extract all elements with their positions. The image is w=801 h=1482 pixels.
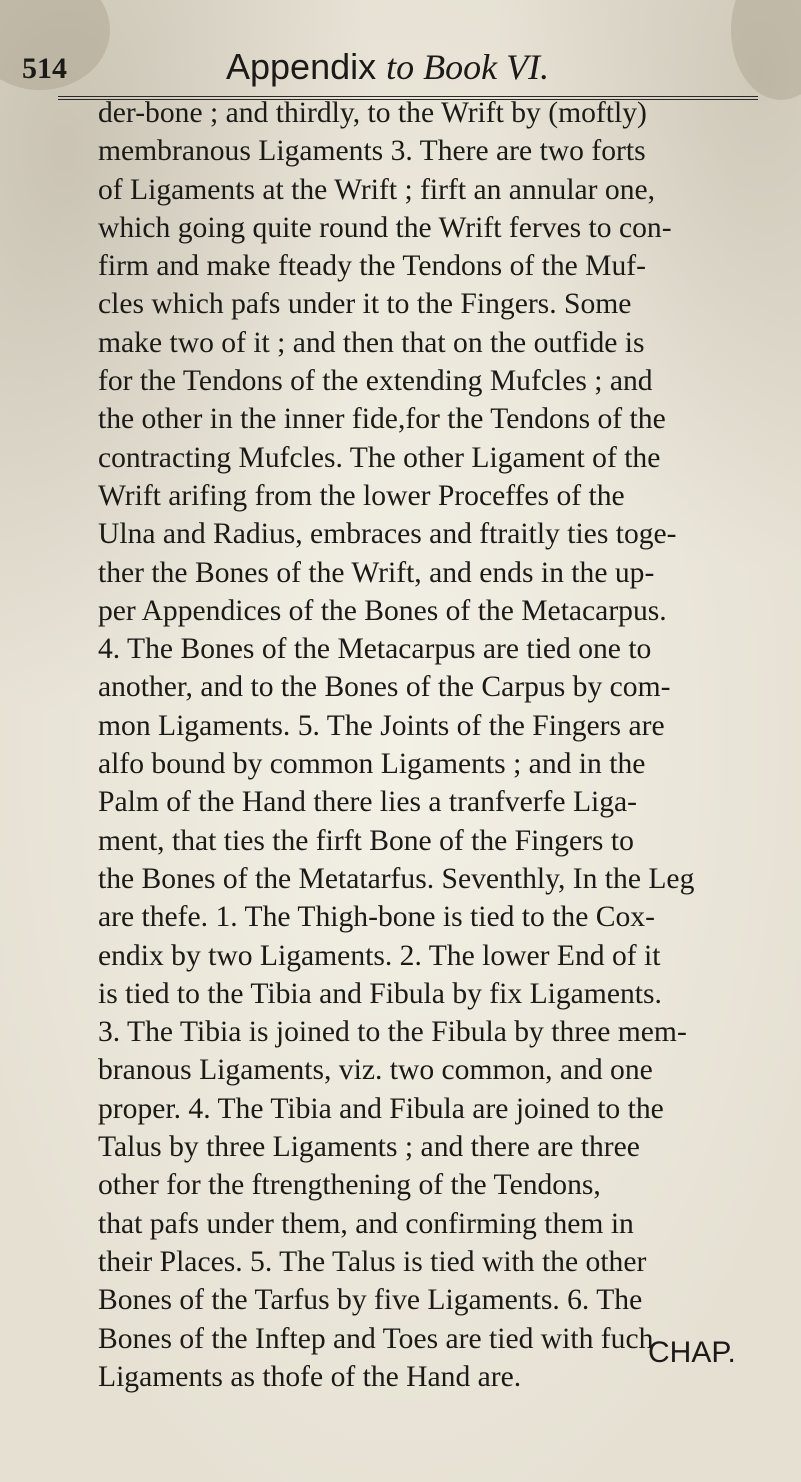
text-line: Bones of the Tarfus by five Ligaments. 6. The (98, 1284, 643, 1317)
text-line: 3. The Tibia is joined to the Fibula by three mem- (98, 1016, 687, 1049)
text-line: that pafs under them, and confirming them in (98, 1207, 634, 1240)
text-line: firm and make fteady the Tendons of the Muf- (98, 250, 646, 283)
text-line: which going quite round the Wrift ferves to con- (98, 211, 672, 244)
text-line: other for the ftrengthening of the Tendons, (98, 1169, 601, 1202)
text-line: another, and to the Bones of the Carpus by com- (98, 671, 671, 704)
catchword: CHAP. (648, 1336, 736, 1369)
text-line: are thefe. 1. The Thigh-bone is tied to the Cox- (98, 901, 655, 934)
running-head-prefix: Appendix (226, 46, 377, 87)
text-line: branous Ligaments, viz. two common, and one (98, 1054, 653, 1087)
text-line: proper. 4. The Tibia and Fibula are joined to the (98, 1092, 664, 1125)
body-text (98, 94, 798, 1396)
running-head-book: to Book VI. (386, 47, 550, 87)
text-line: per Appendices of the Bones of the Metacarpus. (98, 594, 667, 627)
text-line: contracting Mufcles. The other Ligament of the (98, 441, 661, 474)
text-line: of Ligaments at the Wrift ; firft an annular one, (98, 173, 656, 206)
text-line: cles which pafs under it to the Fingers. Some (98, 288, 632, 321)
text-line: Talus by three Ligaments ; and there are three (98, 1131, 640, 1164)
text-line: for the Tendons of the extending Mufcles ; and (98, 365, 653, 398)
page-number: 514 (22, 52, 67, 85)
text-line: mon Ligaments. 5. The Joints of the Fingers are (98, 709, 665, 742)
text-line: alfo bound by common Ligaments ; and in the (98, 748, 646, 781)
text-line: the Bones of the Metatarfus. Seventhly, In the Leg (98, 862, 695, 895)
text-line: the other in the inner fide,for the Tendons of the (98, 403, 666, 436)
text-line: 4. The Bones of the Metacarpus are tied one to (98, 633, 652, 666)
text-line: Ligaments as thofe of the Hand are. (98, 1360, 522, 1393)
running-head (226, 46, 549, 88)
text-line: der-bone ; and thirdly, to the Wrift by (moftly) (98, 97, 647, 129)
text-line: Ulna and Radius, embraces and ftraitly ties toge- (98, 518, 677, 551)
text-line: their Places. 5. The Talus is tied with the other (98, 1245, 647, 1278)
text-line: membranous Ligaments 3. There are two forts (98, 135, 646, 168)
text-line: Palm of the Hand there lies a tranfverfe Liga- (98, 786, 638, 819)
text-line: endix by two Ligaments. 2. The lower End of it (98, 939, 661, 972)
text-line: Bones of the Inftep and Toes are tied with fuch (98, 1322, 654, 1355)
text-line: ther the Bones of the Wrift, and ends in the up- (98, 556, 655, 589)
text-line: make two of it ; and then that on the outfide is (98, 326, 645, 359)
text-line: ment, that ties the firft Bone of the Fingers to (98, 824, 634, 857)
text-line: Wrift arifing from the lower Proceffes of the (98, 479, 625, 512)
text-line: is tied to the Tibia and Fibula by fix Ligaments. (98, 977, 662, 1010)
